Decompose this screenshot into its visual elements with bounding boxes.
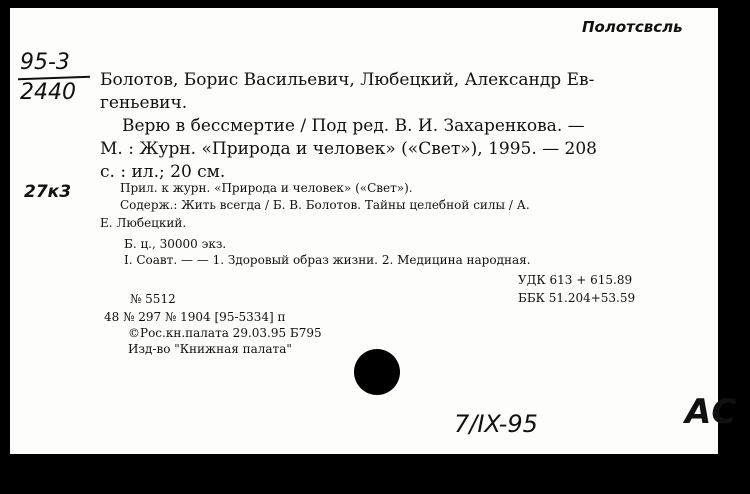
publisher-line: Изд-во "Книжная палата" <box>128 342 292 356</box>
bbk-code: ББК 51.204+53.59 <box>518 291 636 305</box>
shelfmark-number: 2440 <box>20 80 76 105</box>
entry-imprint-line: М. : Журн. «Природа и человек» («Свет»), 1995. — 208 <box>100 139 598 159</box>
entry-subjects-line: I. Соавт. — — 1. Здоровый образ жизни. 2. Медицина народная. <box>124 253 531 267</box>
handwritten-date: 7/IX-95 <box>454 410 538 438</box>
book-chamber-line: ©Рос.кн.палата 29.03.95 Б795 <box>128 326 322 340</box>
card-number: № 5512 <box>130 292 176 306</box>
udc-code: УДК 613 + 615.89 <box>518 273 633 287</box>
registration-line: 48 № 297 № 1904 [95-5334] п <box>104 310 286 324</box>
entry-heading-line1: Болотов, Борис Васильевич, Любецкий, Александр Ев- <box>100 70 595 90</box>
stamp-top-right: Полотсвсль <box>582 18 683 36</box>
punch-hole <box>354 349 400 395</box>
entry-note-line: Прил. к журн. «Природа и человек» («Свет»). <box>120 181 413 195</box>
shelfmark-class-code: 95-3 <box>20 50 70 75</box>
shelfmark-secondary: 27к3 <box>24 182 72 202</box>
entry-extent-line: с. : ил.; 20 см. <box>100 162 226 182</box>
entry-title-line: Верю в бессмертие / Под ред. В. И. Захаренкова. — <box>122 116 585 136</box>
entry-contents-line2: Е. Любецкий. <box>100 216 187 230</box>
entry-contents-line1: Содерж.: Жить всегда / Б. В. Болотов. Тайны целебной силы / А. <box>120 198 530 212</box>
handwritten-initials: АС <box>685 392 737 432</box>
entry-heading-line2: геньевич. <box>100 93 188 113</box>
entry-price-line: Б. ц., 30000 экз. <box>124 237 227 251</box>
